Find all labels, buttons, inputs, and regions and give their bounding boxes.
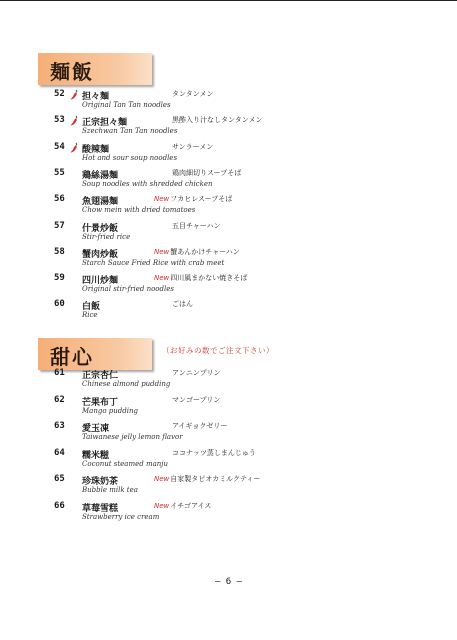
new-badge: New xyxy=(154,475,170,484)
menu-item xyxy=(54,168,414,192)
item-number: 56 xyxy=(54,194,65,205)
item-name: 草莓雪糕 xyxy=(82,504,119,514)
new-badge: New xyxy=(154,274,170,283)
section-header-desserts xyxy=(38,338,152,370)
section-title: 麺飯 xyxy=(50,60,94,84)
item-number: 62 xyxy=(54,394,65,405)
new-badge: New xyxy=(154,502,170,510)
order-note: （お好みの数でご注文下さい） xyxy=(162,346,274,355)
menu-item xyxy=(54,368,414,392)
item-english-name: Original stir-fried noodles xyxy=(82,285,174,294)
item-english-name: Mango pudding xyxy=(82,406,138,415)
item-japanese-name xyxy=(154,501,211,511)
menu-item xyxy=(54,448,414,472)
japanese-text: 黒酢入り汁なしタンタンメン xyxy=(172,116,263,125)
japanese-text: ごはん xyxy=(172,300,193,309)
item-english-name: Strawberry ice cream xyxy=(82,513,160,521)
item-english-name: Coconut steamed manju xyxy=(82,459,168,468)
item-name: 鶏絲湯麺 xyxy=(82,170,119,181)
item-english-name: Rice xyxy=(82,311,98,320)
new-badge: New xyxy=(154,195,170,204)
item-number: 58 xyxy=(54,246,65,257)
item-japanese-name xyxy=(172,221,220,231)
item-japanese-name xyxy=(172,395,220,405)
new-badge: New xyxy=(154,247,170,256)
japanese-text: タンタンメン xyxy=(172,90,214,98)
japanese-text: 蟹あんかけチャーハン xyxy=(170,247,240,256)
item-name: 蟹肉炒飯 xyxy=(82,249,119,260)
menu-item xyxy=(54,299,414,323)
japanese-text: イチゴアイス xyxy=(170,502,212,510)
item-number: 66 xyxy=(54,501,65,511)
item-english-name: Soup noodles with shredded chicken xyxy=(82,179,213,188)
menu-item xyxy=(54,395,414,419)
item-name: 什景炒飯 xyxy=(82,223,119,234)
japanese-text: フカヒレスープそば xyxy=(170,195,233,204)
item-name: 四川炒麺 xyxy=(82,276,119,287)
menu-item xyxy=(54,273,414,297)
item-english-name: Taiwanese jelly lemon flavor xyxy=(82,433,183,442)
item-english-name: Chow mein with dried tomatoes xyxy=(82,206,196,215)
japanese-text: サンラーメン xyxy=(172,142,214,151)
item-number: 65 xyxy=(54,474,65,485)
item-japanese-name xyxy=(172,142,213,152)
menu-item xyxy=(54,221,414,245)
menu-item xyxy=(54,89,414,113)
item-english-name: Stir-fried rice xyxy=(82,232,131,241)
chili-pepper-icon xyxy=(69,115,79,126)
item-japanese-name xyxy=(154,474,260,484)
item-japanese-name xyxy=(172,448,256,458)
item-name: 酸辣麺 xyxy=(82,144,110,155)
item-name: 芒果布丁 xyxy=(82,397,119,408)
item-number: 55 xyxy=(54,167,65,178)
item-japanese-name xyxy=(172,421,227,431)
menu-item xyxy=(54,115,414,139)
japanese-text: ココナッツ蒸しまんじゅう xyxy=(172,448,256,457)
item-name: 担々麺 xyxy=(82,92,110,102)
item-english-name: Bubble milk tea xyxy=(82,486,138,495)
item-number: 61 xyxy=(54,368,65,378)
item-name: 珍珠奶茶 xyxy=(82,477,119,488)
japanese-text: 四川風まかない焼きそば xyxy=(170,274,248,283)
item-number: 63 xyxy=(54,421,65,432)
item-name: 白飯 xyxy=(82,302,101,313)
item-name: 愛玉凍 xyxy=(82,424,110,435)
japanese-text: アイギョクゼリー xyxy=(172,422,228,431)
chili-pepper-icon xyxy=(69,142,79,153)
menu-item xyxy=(54,194,414,218)
chili-pepper-icon xyxy=(69,89,79,100)
item-japanese-name xyxy=(172,368,220,378)
page-number: — 6 — xyxy=(214,577,243,587)
menu-item xyxy=(54,142,414,166)
item-number: 57 xyxy=(54,220,65,231)
japanese-text: 鶏肉細切りスープそば xyxy=(172,168,242,177)
item-name: 正宗杏仁 xyxy=(82,371,119,381)
item-number: 59 xyxy=(54,273,65,284)
item-name: 正宗担々麺 xyxy=(82,118,128,129)
item-number: 64 xyxy=(54,447,65,458)
item-number: 60 xyxy=(54,299,65,310)
item-name: 魚翅湯麺 xyxy=(82,197,119,208)
item-english-name: Chinese almond pudding xyxy=(82,380,171,388)
section-title: 甜心 xyxy=(50,345,94,369)
japanese-text: 自家製タピオカミルクティー xyxy=(170,475,261,484)
menu-item xyxy=(54,421,414,445)
item-japanese-name xyxy=(172,89,214,99)
item-japanese-name xyxy=(172,168,241,178)
item-japanese-name xyxy=(154,273,247,283)
section-header-noodles-rice xyxy=(38,53,152,85)
japanese-text: 五目チャーハン xyxy=(172,221,221,230)
item-english-name: Hot and sour soup noodles xyxy=(82,153,178,162)
item-english-name: Starch Sauce Fried Rice with crab meet xyxy=(82,258,225,267)
item-japanese-name xyxy=(172,299,193,309)
top-border-line xyxy=(0,0,457,1)
item-english-name: Original Tan Tan noodles xyxy=(82,101,171,109)
item-name: 糯米糍 xyxy=(82,450,110,461)
menu-item xyxy=(54,247,414,271)
item-number: 53 xyxy=(54,115,65,126)
item-japanese-name xyxy=(154,194,232,204)
item-number: 54 xyxy=(54,141,65,152)
menu-item xyxy=(54,501,414,525)
item-japanese-name xyxy=(172,115,263,125)
item-japanese-name xyxy=(154,247,240,257)
item-english-name: Szechwan Tan Tan noodles xyxy=(82,127,178,136)
menu-item xyxy=(54,474,414,498)
japanese-text: マンゴープリン xyxy=(172,395,221,404)
item-number: 52 xyxy=(54,89,65,99)
japanese-text: アンニンプリン xyxy=(172,369,221,377)
